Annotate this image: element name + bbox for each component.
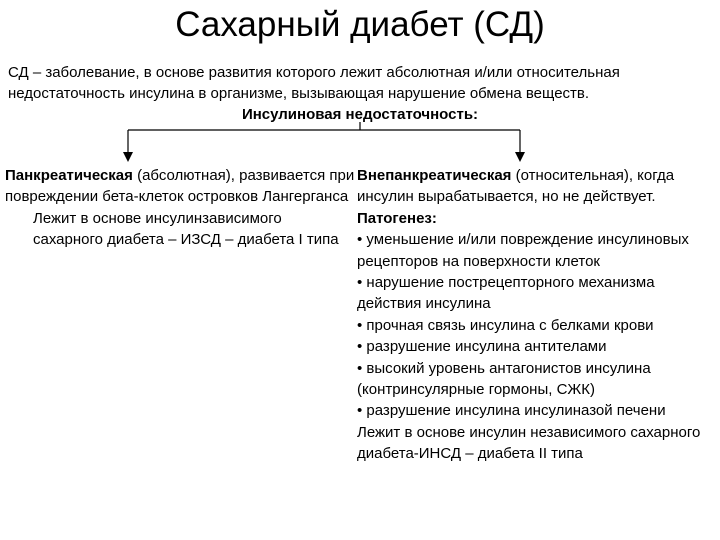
pathogenesis-item: • уменьшение и/или повреждение инсулиновых рецепторов на поверхности клеток	[357, 231, 689, 270]
pancreatic-heading: Панкреатическая	[5, 167, 133, 184]
pathogenesis-item: • разрушение инсулина антителами	[357, 338, 607, 356]
extrapancreatic-basis: Лежит в основе инсулин независимого сахарного диабета-ИНСД – диабета II типа	[357, 423, 701, 463]
branch-arrows-diagram	[0, 120, 720, 165]
extrapancreatic-column	[357, 165, 717, 465]
extrapancreatic-description	[357, 165, 717, 208]
extrapancreatic-heading-rest: (относительная), когда инсулин вырабатывается, но не действует.	[357, 167, 675, 206]
right-arrow-head	[515, 152, 525, 162]
pathogenesis-item: • высокий уровень антагонистов инсулина (контринсулярные гормоны, СЖК)	[357, 359, 651, 399]
pathogenesis-item: • разрушение инсулина инсулиназой печени	[357, 402, 666, 420]
pathogenesis-item: • нарушение пострецепторного механизма действия инсулина	[357, 274, 655, 313]
pancreatic-heading-rest: (абсолютная), развивается при повреждении бета-клеток островков Лангерганса	[5, 167, 355, 206]
intro-definition: СД – заболевание, в основе развития которого лежит абсолютная и/или относительная недостаточность инсулина в организме, вызывающая нарушение обмена веществ.	[8, 64, 620, 102]
pancreatic-column	[5, 165, 355, 251]
subtitle: Инсулиновая недостаточность:	[241, 106, 479, 123]
pancreatic-basis: Лежит в основе инсулинзависимого сахарного диабета – ИЗСД – диабета I типа	[33, 209, 339, 249]
pathogenesis-label: Патогенез:	[357, 209, 437, 227]
left-arrow-head	[123, 152, 133, 162]
pancreatic-description	[5, 165, 355, 208]
extrapancreatic-heading: Внепанкреатическая	[357, 167, 512, 184]
pathogenesis-item: • прочная связь инсулина с белками крови	[357, 316, 654, 334]
slide-title: Сахарный диабет (СД)	[175, 5, 545, 44]
